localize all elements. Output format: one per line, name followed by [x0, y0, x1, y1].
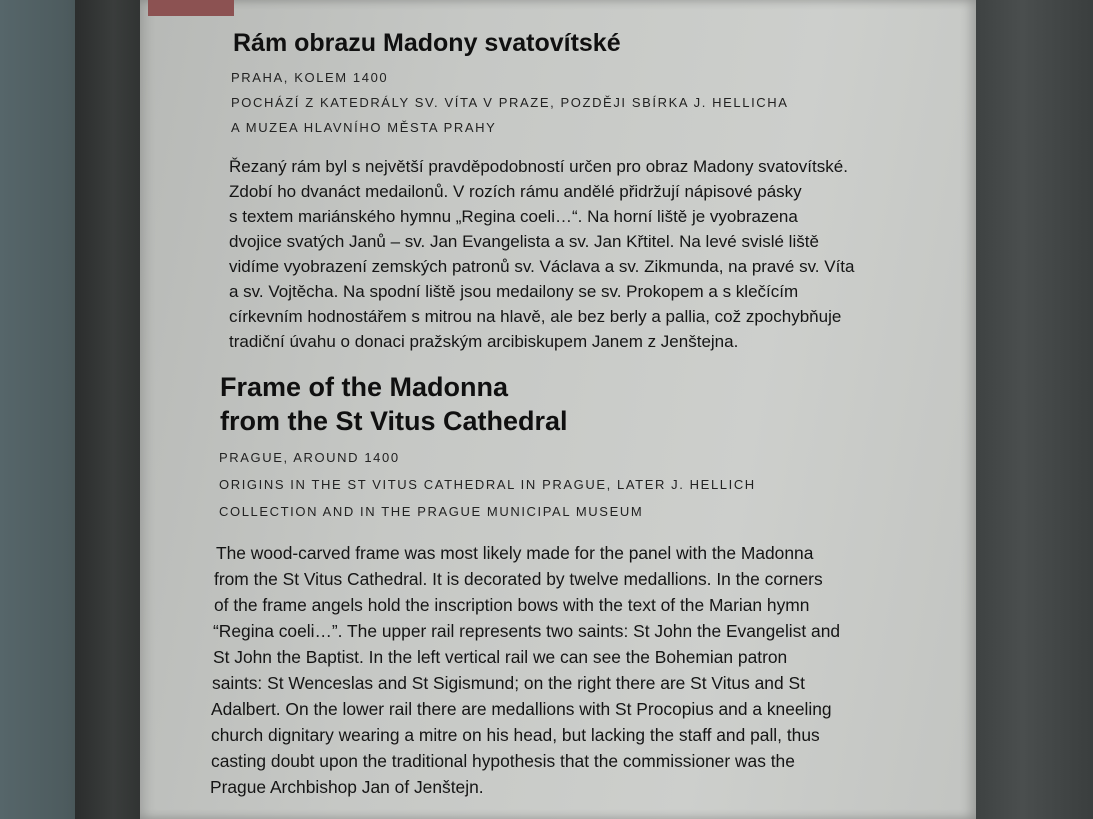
- english-meta-line: PRAGUE, AROUND 1400: [219, 450, 400, 465]
- english-body-line: church dignitary wearing a mitre on his head, but lacking the staff and pall, thus: [211, 725, 820, 745]
- english-body-line: The wood-carved frame was most likely made for the panel with the Madonna: [216, 543, 814, 563]
- english-meta-line: COLLECTION AND IN THE PRAGUE MUNICIPAL MUSEUM: [219, 504, 644, 519]
- czech-title: Rám obrazu Madony svatovítské: [233, 29, 621, 57]
- english-title-line: from the St Vitus Cathedral: [220, 406, 568, 436]
- czech-meta-line: A MUZEA HLAVNÍHO MĚSTA PRAHY: [231, 120, 497, 135]
- czech-meta-line: PRAHA, KOLEM 1400: [231, 70, 389, 85]
- english-title-line: Frame of the Madonna: [220, 372, 509, 402]
- accent-tab: [148, 0, 234, 16]
- czech-body-line: dvojice svatých Janů – sv. Jan Evangelista a sv. Jan Křtitel. Na levé svislé liště: [229, 232, 819, 251]
- english-body-line: of the frame angels hold the inscription bows with the text of the Marian hymn: [214, 595, 810, 615]
- english-body-line: saints: St Wenceslas and St Sigismund; on the right there are St Vitus and St: [212, 673, 805, 693]
- czech-meta-line: POCHÁZÍ Z KATEDRÁLY SV. VÍTA V PRAZE, POZDĚJI SBÍRKA J. HELLICHA: [231, 95, 789, 110]
- english-body-line: “Regina coeli…”. The upper rail represents two saints: St John the Evangelist and: [213, 621, 841, 641]
- czech-body-line: s textem mariánského hymnu „Regina coeli…“. Na horní liště je vyobrazena: [229, 207, 798, 226]
- english-body-line: casting doubt upon the traditional hypothesis that the commissioner was the: [211, 751, 795, 771]
- czech-body-line: vidíme vyobrazení zemských patronů sv. Václava a sv. Zikmunda, na pravé sv. Víta: [229, 257, 855, 276]
- czech-body-line: tradiční úvahu o donaci pražským arcibiskupem Janem z Jenštejna.: [229, 332, 739, 351]
- czech-body-line: církevním hodnostářem s mitrou na hlavě, ale bez berly a pallia, což zpochybňuje: [229, 307, 842, 326]
- czech-body-line: a sv. Vojtěcha. Na spodní liště jsou medailony se sv. Prokopem a s klečícím: [229, 282, 799, 301]
- czech-body-line: Zdobí ho dvanáct medailonů. V rozích rámu andělé přidržují nápisové pásky: [229, 182, 802, 201]
- english-body-line: St John the Baptist. In the left vertical rail we can see the Bohemian patron: [213, 647, 788, 667]
- english-body-line: Adalbert. On the lower rail there are medallions with St Procopius and a kneeling: [211, 699, 832, 719]
- english-body-line: from the St Vitus Cathedral. It is decorated by twelve medallions. In the corners: [214, 569, 823, 589]
- czech-body-line: Řezaný rám byl s největší pravděpodobností určen pro obraz Madony svatovítské.: [229, 157, 848, 176]
- english-body-line: Prague Archbishop Jan of Jenštejn.: [210, 777, 484, 797]
- display-frame-right: [975, 0, 1093, 819]
- english-meta-line: ORIGINS IN THE ST VITUS CATHEDRAL IN PRAGUE, LATER J. HELLICH: [219, 477, 756, 492]
- display-frame-left: [75, 0, 145, 819]
